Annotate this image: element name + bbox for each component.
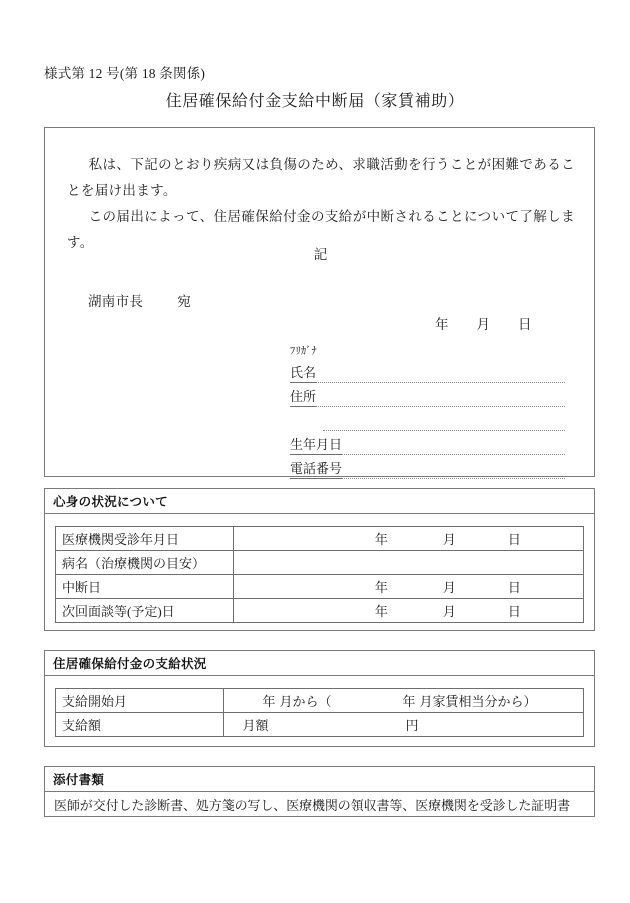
year-label: 年 xyxy=(374,580,388,595)
health-row-value-2[interactable] xyxy=(233,575,583,599)
monthly-amount-label: 月額 xyxy=(242,718,269,733)
health-section-body xyxy=(44,514,595,631)
address-row[interactable] xyxy=(290,383,565,407)
table-row xyxy=(56,551,584,575)
health-row-value-1[interactable] xyxy=(233,551,583,575)
month-label: 月 xyxy=(442,532,456,547)
day-label: 日 xyxy=(507,604,521,619)
phone-input-line[interactable] xyxy=(342,461,565,479)
furigana-label: ﾌﾘｶﾞﾅ xyxy=(290,345,318,357)
table-row xyxy=(56,599,584,623)
start-from-label: 月から（ xyxy=(279,694,332,709)
attachment-list: 医師が交付した診断書、処方箋の写し、医療機関の領収書等、医療機関を受診した証明書 xyxy=(44,792,595,817)
payment-amount-value[interactable] xyxy=(224,713,584,737)
name-row[interactable] xyxy=(290,359,565,383)
furigana-row xyxy=(290,335,565,359)
date-month-label: 月 xyxy=(476,317,490,332)
health-row-label-3: 次回面談等(予定)日 xyxy=(56,599,234,623)
health-row-value-3[interactable] xyxy=(233,599,583,623)
addressee-name: 湖南市長 xyxy=(88,294,144,309)
name-label: 氏名 xyxy=(290,364,316,383)
name-input-line[interactable] xyxy=(316,365,565,383)
address-label: 住所 xyxy=(290,388,316,407)
month-label: 月 xyxy=(442,580,456,595)
payment-section-heading: 住居確保給付金の支給状況 xyxy=(44,650,595,676)
form-number: 様式第 12 号(第 18 条関係) xyxy=(44,66,206,81)
start-year-label: 年 xyxy=(262,694,276,709)
year-label: 年 xyxy=(374,604,388,619)
document-title: 住居確保給付金支給中断届（家賃補助） xyxy=(165,93,465,110)
start-tail-label: 月家賃相当分から） xyxy=(419,694,537,709)
table-row xyxy=(56,713,584,737)
date-day-label: 日 xyxy=(518,317,532,332)
start-year2-label: 年 xyxy=(402,694,416,709)
attachment-section-heading: 添付書類 xyxy=(44,766,595,792)
month-label: 月 xyxy=(442,604,456,619)
addressee-line xyxy=(88,290,191,310)
address-row-continuation[interactable] xyxy=(290,407,565,431)
date-year-label: 年 xyxy=(435,317,449,332)
applicant-fields xyxy=(290,335,565,479)
health-table xyxy=(55,526,584,623)
payment-section-body xyxy=(44,676,595,747)
submission-date-line xyxy=(435,313,532,333)
health-row-value-0[interactable] xyxy=(233,527,583,551)
birthdate-row[interactable] xyxy=(290,431,565,455)
phone-row[interactable] xyxy=(290,455,565,479)
birthdate-label: 生年月日 xyxy=(290,436,342,455)
payment-amount-label: 支給額 xyxy=(56,713,224,737)
day-label: 日 xyxy=(507,532,521,547)
declaration-frame xyxy=(44,127,595,477)
payment-start-label: 支給開始月 xyxy=(56,689,224,713)
table-row xyxy=(56,575,584,599)
address-input-line[interactable] xyxy=(316,389,565,407)
phone-label: 電話番号 xyxy=(290,460,342,479)
health-row-label-2: 中断日 xyxy=(56,575,234,599)
yen-label: 円 xyxy=(405,718,419,733)
addressee-suffix: 宛 xyxy=(177,294,192,309)
birthdate-input-line[interactable] xyxy=(342,437,565,455)
health-row-label-1: 病名（治療機関の目安） xyxy=(56,551,234,575)
table-row xyxy=(56,689,584,713)
payment-start-value[interactable] xyxy=(224,689,584,713)
day-label: 日 xyxy=(507,580,521,595)
year-label: 年 xyxy=(374,532,388,547)
declaration-paragraph-1: 私は、下記のとおり疾病又は負傷のため、求職活動を行うことが困難であることを届け出ます。 xyxy=(67,157,575,198)
health-section-heading: 心身の状況について xyxy=(44,488,595,514)
table-row xyxy=(56,527,584,551)
health-row-label-0: 医療機関受診年月日 xyxy=(56,527,234,551)
address-input-line-2[interactable] xyxy=(323,413,565,431)
payment-table xyxy=(55,688,584,737)
declaration-paragraph-2: この届出によって、住居確保給付金の支給が中断されることについて了解します。 xyxy=(67,209,575,250)
ki-marker: 記 xyxy=(313,247,328,262)
